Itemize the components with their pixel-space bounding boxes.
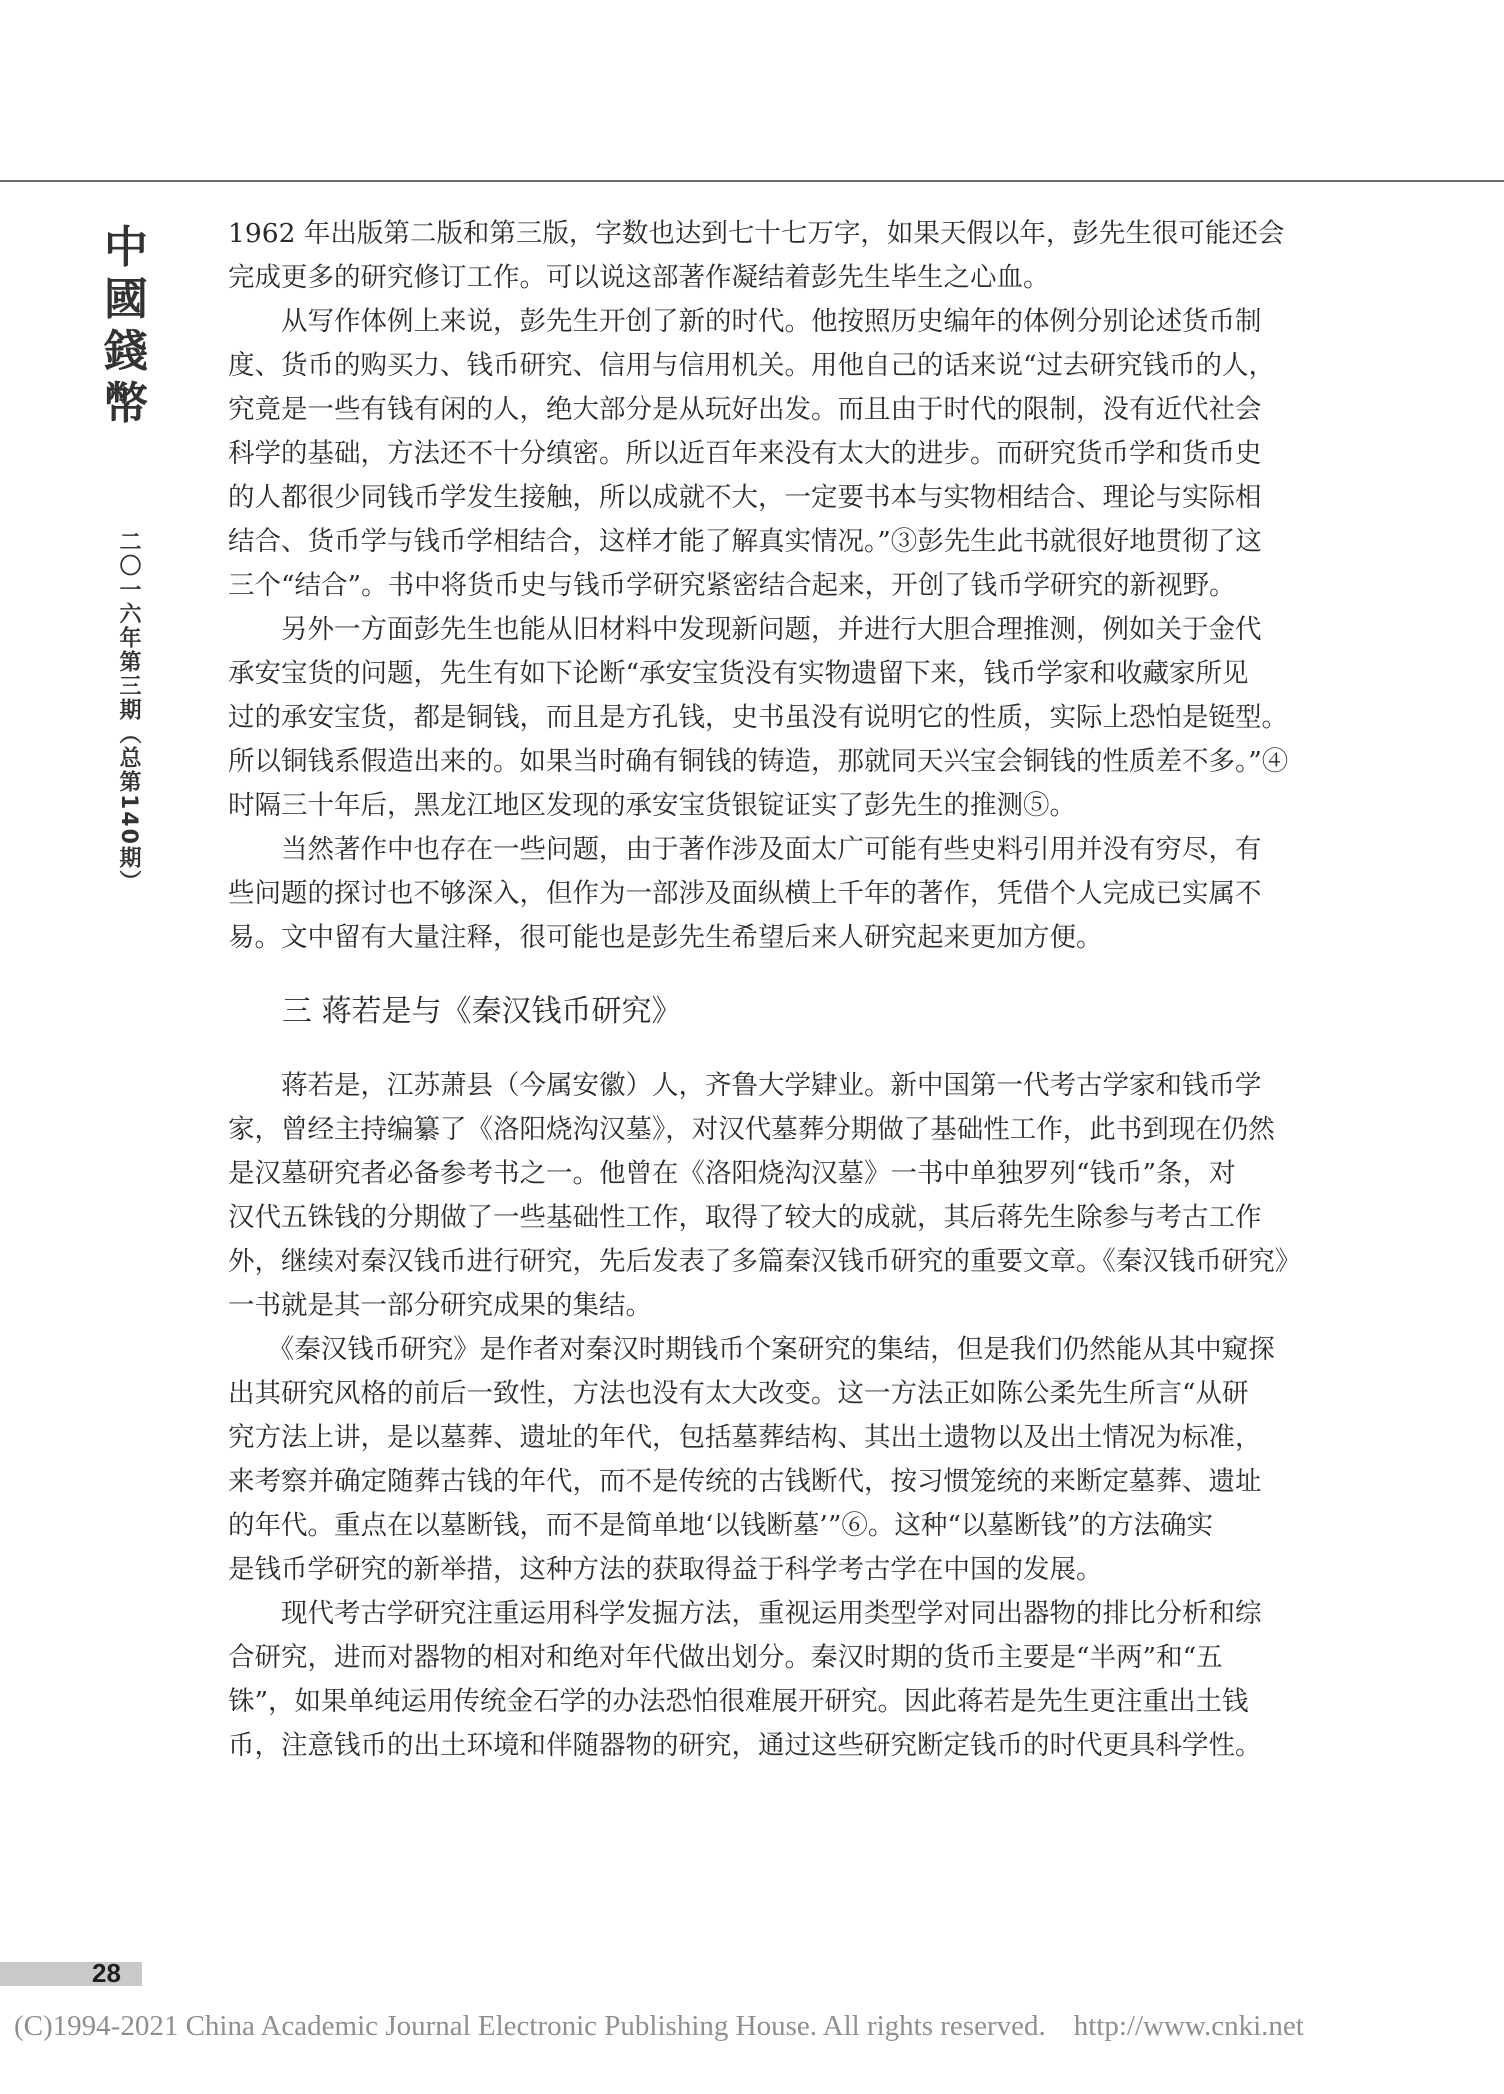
copyright-footer (14, 2010, 1304, 2043)
journal-title-char: 國 (104, 274, 148, 325)
journal-title-char: 錢 (104, 326, 148, 377)
page-number: 28 (92, 1958, 121, 1988)
journal-title (98, 222, 154, 430)
journal-title-char: 幣 (104, 378, 148, 429)
paragraph: 蒋若是，江苏萧县（今属安徽）人，齐鲁大学肄业。新中国第一代考古学家和钱币学 家，曾经主持编纂了《洛阳烧沟汉墓》，对汉代墓葬分期做了基础性工作，此书到现在仍然 是汉墓研究者必备参考书之一。他曾在《洛阳烧沟汉墓》一书中单独罗列“钱币”条，对 汉代五铢钱的分期做了一些基础性工作，取得了较大的成就，其后蒋先生除参与考古工作 外，继续对秦汉钱币进行研究，先后发表了多篇秦汉钱币研究的重要文章。《秦汉钱币研究》 一书就是其一部分研究成果的集结。 (228, 1070, 1302, 1321)
paragraph: 《秦汉钱币研究》是作者对秦汉时期钱币个案研究的集结，但是我们仍然能从其中窥探 出其研究风格的前后一致性，方法也没有太大改变。这一方法正如陈公柔先生所言“从研 究方法上讲，是以墓葬、遗址的年代，包括墓葬结构、其出土遗物以及出土情况为标准， 来考察并确定随葬古钱的年代，而不是传统的古钱断代，按习惯笼统的来断定墓葬、遗址 的年代。重点在以墓断钱，而不是简单地‘以钱断墓’”⑥。这种“以墓断钱”的方法确实 是钱币学研究的新举措，这种方法的获取得益于科学考古学在中国的发展。 (228, 1334, 1275, 1585)
issue-info: 二〇一六年第三期（总第140期） (116, 530, 141, 894)
section-heading: 三 蒋若是与《秦汉钱币研究》 (282, 994, 682, 1029)
paragraph: 现代考古学研究注重运用科学发掘方法，重视运用类型学对同出器物的排比分析和综 合研究，进而对器物的相对和绝对年代做出划分。秦汉时期的货币主要是“半两”和“五 铢”，如果单纯运用传统金石学的办法恐怕很难展开研究。因此蒋若是先生更注重出土钱 币，注意钱币的出土环境和伴随器物的研究，通过这些研究断定钱币的时代更具科学性。 (228, 1598, 1262, 1761)
article-body (228, 212, 1306, 1768)
journal-title-char: 中 (104, 222, 148, 273)
header-rule (0, 180, 1504, 182)
footer-url[interactable]: http://www.cnki.net (1073, 2010, 1304, 2042)
copyright-text: (C)1994-2021 China Academic Journal Electronic Publishing House. All rights reserved. (14, 2010, 1046, 2042)
paragraph: 另外一方面彭先生也能从旧材料中发现新问题，并进行大胆合理推测，例如关于金代 承安宝货的问题，先生有如下论断“承安宝货没有实物遗留下来，钱币学家和收藏家所见 过的承安宝货，都是铜钱，而且是方孔钱，史书虽没有说明它的性质，实际上恐怕是铤型。 所以铜钱系假造出来的。如果当时确有铜钱的铸造，那就同天兴宝会铜钱的性质差不多。”④ 时隔三十年后，黑龙江地区发现的承安宝货银锭证实了彭先生的推测⑤。 (228, 614, 1289, 821)
paragraph: 1962 年出版第二版和第三版，字数也达到七十七万字，如果天假以年，彭先生很可能还会 完成更多的研究修订工作。可以说这部著作凝结着彭先生毕生之心血。 (228, 218, 1285, 293)
paragraph: 当然著作中也存在一些问题，由于著作涉及面太广可能有些史料引用并没有穷尽，有 些问题的探讨也不够深入，但作为一部涉及面纵横上千年的著作，凭借个人完成已实属不 易。文中留有大量注释，很可能也是彭先生希望后来人研究起来更加方便。 (228, 834, 1262, 953)
paragraph: 从写作体例上来说，彭先生开创了新的时代。他按照历史编年的体例分别论述货币制 度、货币的购买力、钱币研究、信用与信用机关。用他自己的话来说“过去研究钱币的人， 究竟是一些有钱有闲的人，绝大部分是从玩好出发。而且由于时代的限制，没有近代社会 科学的基础，方法还不十分缜密。所以近百年来没有太大的进步。而研究货币学和货币史 的人都很少同钱币学发生接触，所以成就不大，一定要书本与实物相结合、理论与实际相 结合、货币学与钱币学相结合，这样才能了解真实情况。”③彭先生此书就很好地贯彻了这 三个“结合”。书中将货币史与钱币学研究紧密结合起来，开创了钱币学研究的新视野。 (228, 306, 1276, 601)
